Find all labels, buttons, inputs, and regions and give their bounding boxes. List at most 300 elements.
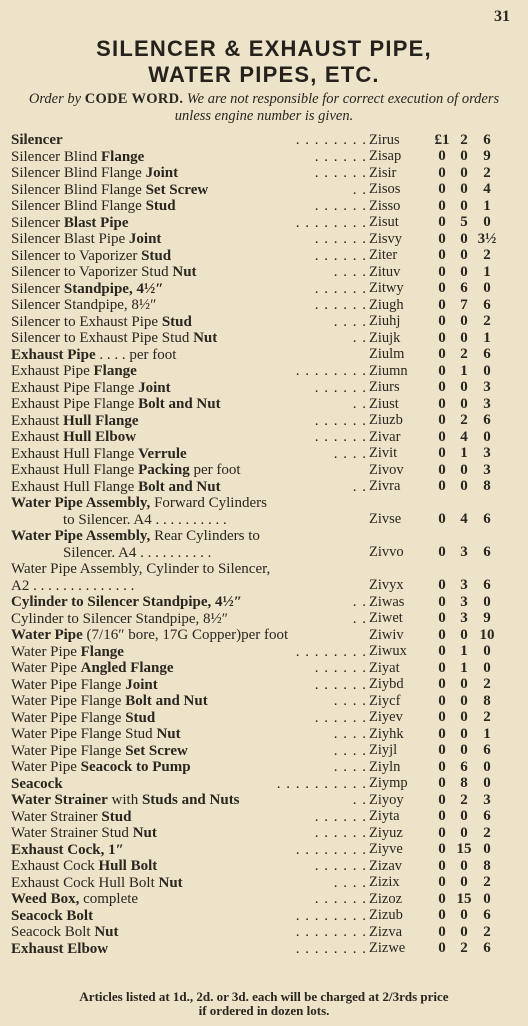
item-description-part: Hull Bolt: [98, 858, 158, 874]
item-description: [11, 908, 367, 925]
item-description-part: Water Pipe: [11, 627, 83, 643]
dot-leader: . . . .: [333, 264, 367, 280]
price-pounds: 0: [438, 362, 446, 379]
price-pence: 2: [483, 824, 491, 841]
price-shillings: 3: [460, 544, 468, 560]
table-row: [11, 693, 512, 710]
item-description: [11, 611, 367, 628]
price-pounds: £1: [434, 131, 450, 148]
price-pence: 8: [483, 857, 491, 874]
price-pence: 2: [483, 874, 491, 890]
table-row: [11, 330, 512, 347]
item-description: [11, 297, 367, 314]
item-description-part: Exhaust Cock Hull Bolt: [11, 874, 159, 891]
dot-leader: . . . . . .: [314, 247, 367, 264]
item-description-part: Silencer to Exhaust Pipe: [11, 313, 162, 330]
code-word: Ziyat: [369, 659, 400, 676]
item-description-part: Stud: [101, 808, 132, 825]
item-description-part: Cylinder to Silencer Standpipe, 8½″: [11, 610, 229, 627]
dot-leader: . . . . . .: [314, 165, 367, 181]
price-pence: 0: [483, 643, 491, 659]
code-word: Ziuhj: [369, 313, 401, 329]
price-pence: 6: [483, 742, 491, 758]
price-shillings: 2: [460, 346, 468, 362]
table-row: [11, 908, 512, 925]
table-row: [11, 594, 512, 611]
price-shillings: 0: [460, 461, 468, 478]
item-description-part: Water Pipe: [11, 643, 81, 660]
code-word: Ziwux: [369, 643, 407, 659]
code-word: Ziymp: [369, 775, 408, 791]
dot-leader: . . . . . .: [314, 709, 367, 726]
dot-leader: . . . . . . . .: [295, 132, 367, 148]
item-description-part: Bolt and Nut: [125, 693, 208, 709]
dot-leader: . . . .: [333, 693, 367, 709]
item-description-part: Stud: [125, 709, 156, 726]
code-word: Zizwe: [369, 940, 406, 956]
dot-leader: . . . . . .: [314, 825, 367, 841]
price-shillings: 0: [460, 181, 468, 197]
price-pounds: 0: [438, 263, 446, 280]
item-description-part: Seacock Bolt: [11, 907, 94, 924]
item-description: [11, 561, 367, 594]
item-description: [11, 281, 367, 298]
order-note-code-word: CODE WORD.: [84, 91, 184, 107]
code-word: Ziwas: [369, 593, 405, 610]
item-description-part: complete: [79, 891, 139, 907]
price-shillings: 0: [460, 709, 468, 725]
item-description: [11, 347, 367, 364]
price-pounds: 0: [438, 907, 446, 923]
item-description-part: Silencer Blind: [11, 148, 101, 165]
price-shillings: 0: [460, 692, 468, 709]
table-row: [11, 842, 512, 859]
price-shillings: 2: [460, 791, 468, 808]
item-description-part: Silencer Blind Flange: [11, 165, 146, 181]
dot-leader: . . . .: [333, 742, 367, 759]
item-description-part: Silencer Blind Flange: [11, 198, 146, 214]
table-row: [11, 611, 512, 628]
price-pence: 2: [483, 676, 491, 692]
item-description-part: Flange: [80, 643, 124, 660]
order-note-before: Order by: [28, 91, 85, 107]
table-row: [11, 198, 512, 215]
dot-leader: . .: [352, 594, 367, 610]
price-pence: 6: [483, 296, 491, 313]
price-shillings: 0: [460, 313, 468, 329]
code-word: Ziyhk: [369, 725, 404, 742]
item-description: [11, 726, 367, 743]
price-pence: 6: [483, 577, 491, 593]
price-pounds: 0: [438, 758, 446, 775]
code-word: Zivov: [369, 461, 404, 478]
table-row: [11, 281, 512, 298]
dot-leader: . . . . . .: [314, 808, 367, 825]
item-description-part: Seacock: [11, 775, 63, 792]
code-word: Ziter: [369, 247, 398, 263]
code-word: Zivra: [369, 478, 401, 494]
price-pence: 2: [483, 923, 491, 940]
dot-leader: . .: [352, 396, 367, 412]
item-description-part: Silencer to Exhaust Pipe Stud: [11, 330, 194, 346]
price-shillings: 5: [460, 214, 468, 230]
price-shillings: 0: [460, 725, 468, 742]
table-row: [11, 347, 512, 364]
dot-leader: . . . . . .: [314, 412, 367, 429]
item-description-part: Silencer: [11, 214, 64, 231]
price-shillings: 2: [460, 940, 468, 956]
price-pence: 2: [483, 709, 491, 725]
table-row: [11, 792, 512, 809]
code-word: Zizix: [369, 874, 400, 890]
price-pounds: 0: [438, 676, 446, 692]
item-description-part: Stud: [161, 313, 192, 330]
item-description-part: Silencer Standpipe, 8½″: [11, 297, 157, 313]
price-pence: 6: [483, 511, 491, 527]
code-word: Ziugh: [369, 296, 404, 313]
item-description-part: Set Screw: [125, 742, 188, 759]
item-description-part: Blast Pipe: [63, 214, 129, 231]
code-word: Ziyjl: [369, 742, 398, 758]
table-row: [11, 759, 512, 776]
price-shillings: 0: [460, 247, 468, 263]
dot-leader: . . . . . .: [314, 148, 367, 165]
dot-leader: . . . . . .: [314, 297, 367, 313]
item-description-part: Seacock Bolt: [11, 924, 95, 940]
table-row: [11, 776, 512, 793]
item-description-part: Exhaust Hull Flange: [11, 445, 139, 462]
item-description-part: Joint: [145, 165, 179, 181]
item-description-continuation: to Silencer. A4 . . . . . . . . . .: [63, 511, 227, 528]
price-pence: 6: [483, 907, 491, 923]
price-pounds: 0: [438, 626, 446, 643]
code-word: Ziust: [369, 395, 399, 412]
price-shillings: 2: [460, 131, 468, 148]
item-description: [11, 710, 367, 727]
item-description-part: Water Pipe: [11, 660, 81, 676]
item-description-part: Water Strainer: [11, 792, 108, 808]
table-row: [11, 446, 512, 463]
price-pence: 2: [483, 313, 491, 329]
table-row: [11, 726, 512, 743]
item-description-part: Angled Flange: [80, 660, 174, 676]
price-pounds: 0: [438, 923, 446, 940]
price-pounds: 0: [438, 610, 446, 626]
price-pounds: 0: [438, 857, 446, 874]
price-pounds: 0: [438, 874, 446, 890]
price-pounds: 0: [438, 197, 446, 214]
table-row: [11, 314, 512, 331]
price-shillings: 0: [460, 379, 468, 395]
price-pounds: 0: [438, 181, 446, 197]
price-shillings: 0: [460, 742, 468, 758]
item-description-part: with: [107, 792, 142, 808]
item-description: [11, 479, 367, 496]
price-shillings: 0: [460, 676, 468, 692]
price-pence: 1: [483, 329, 491, 346]
code-word: Zivyx: [369, 577, 404, 593]
item-description-part: Nut: [193, 330, 218, 346]
price-pence: 3½: [477, 230, 497, 247]
price-pounds: 0: [438, 593, 446, 610]
item-description-part: Silencer Blast Pipe: [11, 231, 129, 247]
item-description-part: Exhaust Hull Flange: [11, 462, 139, 478]
price-pence: 10: [479, 626, 495, 643]
code-word: Zivit: [369, 445, 398, 461]
price-pence: 0: [483, 362, 491, 379]
table-row: [11, 644, 512, 661]
price-pence: 6: [483, 940, 491, 956]
price-shillings: 0: [460, 164, 468, 181]
price-pence: 3: [483, 461, 491, 478]
dot-leader: . . . . . . . .: [295, 907, 367, 924]
price-pounds: 0: [438, 346, 446, 362]
item-description-part: Water Pipe Assembly,: [11, 495, 151, 511]
code-word: Ziyta: [369, 808, 400, 824]
price-pounds: 0: [438, 214, 446, 230]
price-pence: 0: [483, 593, 491, 610]
table-row: [11, 380, 512, 397]
item-description-part: Water Pipe Flange: [11, 676, 126, 693]
price-shillings: 1: [460, 659, 468, 676]
dot-leader: . . . .: [333, 726, 367, 742]
code-word: Ziumn: [369, 362, 408, 379]
price-shillings: 0: [460, 263, 468, 280]
table-row: [11, 710, 512, 727]
price-pence: 0: [483, 775, 491, 791]
price-pounds: 0: [438, 247, 446, 263]
code-word: Ziyve: [369, 841, 403, 857]
item-description: [11, 660, 367, 677]
item-description: [11, 528, 367, 561]
item-description-part: Rear Cylinders to: [150, 528, 260, 544]
parts-price-list: [11, 132, 512, 957]
code-word: Zituv: [369, 263, 401, 280]
item-description-part: Flange: [93, 363, 137, 379]
item-description: [11, 759, 367, 776]
item-description: [11, 215, 367, 232]
price-shillings: 15: [456, 890, 472, 907]
item-description-part: Exhaust Hull Flange: [11, 478, 139, 495]
price-shillings: 0: [460, 395, 468, 412]
price-shillings: 6: [460, 758, 468, 775]
price-pence: 0: [483, 214, 491, 230]
dot-leader: . . . .: [333, 759, 367, 775]
item-description-part: Nut: [132, 825, 157, 841]
code-word: Ziyuz: [369, 824, 403, 841]
price-pence: 9: [483, 148, 491, 164]
item-description: [11, 149, 367, 166]
table-row: [11, 165, 512, 182]
item-description-part: Exhaust: [11, 429, 64, 445]
item-description-part: Hull Flange: [63, 412, 139, 429]
price-pence: 6: [483, 412, 491, 428]
price-shillings: 6: [460, 280, 468, 296]
dot-leader: . . . . . .: [314, 676, 367, 693]
dot-leader: . . . . . . . . . .: [276, 775, 367, 792]
table-row: [11, 413, 512, 430]
item-description-part: Stud: [141, 247, 172, 264]
item-description-part: Water Pipe: [11, 759, 81, 775]
price-pounds: 0: [438, 148, 446, 164]
item-description-part: Silencer: [11, 132, 63, 148]
price-pence: 3: [483, 445, 491, 461]
code-word: Ziwiv: [369, 626, 404, 643]
item-description: [11, 693, 367, 710]
price-pounds: 0: [438, 313, 446, 329]
item-description: [11, 842, 367, 859]
table-row: [11, 215, 512, 232]
price-pence: 0: [483, 428, 491, 445]
price-pence: 0: [483, 758, 491, 775]
dot-leader: . .: [352, 792, 367, 808]
item-description-part: Water Strainer: [11, 808, 102, 825]
price-shillings: 3: [460, 610, 468, 626]
item-description: [11, 429, 367, 446]
price-shillings: 4: [460, 511, 468, 527]
item-description-part: . . . . per foot: [95, 346, 177, 363]
item-description-continuation: A2 . . . . . . . . . . . . . .: [11, 577, 135, 594]
price-pounds: 0: [438, 709, 446, 725]
table-row: [11, 924, 512, 941]
price-pence: 0: [483, 280, 491, 296]
item-description-part: Nut: [94, 924, 119, 940]
price-pounds: 0: [438, 841, 446, 857]
dot-leader: . . . . . . . .: [295, 363, 367, 379]
item-description-part: Verrule: [138, 445, 187, 462]
price-pence: 3: [483, 395, 491, 412]
price-shillings: 0: [460, 230, 468, 247]
price-pounds: 0: [438, 164, 446, 181]
dot-leader: . . . . . . . .: [295, 841, 367, 858]
item-description: [11, 413, 367, 430]
code-word: Zivvo: [369, 544, 404, 560]
item-description-part: Stud: [145, 198, 176, 214]
table-row: [11, 363, 512, 380]
dot-leader: . . . . . .: [314, 891, 367, 907]
item-description: [11, 198, 367, 215]
price-pounds: 0: [438, 791, 446, 808]
price-shillings: 0: [460, 148, 468, 164]
dot-leader: . . . .: [333, 874, 367, 891]
item-description-part: Set Screw: [145, 181, 209, 198]
price-pence: 6: [483, 808, 491, 824]
table-row: [11, 248, 512, 265]
item-description: [11, 825, 367, 842]
price-pence: 1: [483, 263, 491, 280]
code-word: Zizva: [369, 923, 403, 940]
item-description-part: (7/16″ bore, 17G Copper)per foot: [82, 627, 289, 643]
item-description-part: Nut: [172, 264, 197, 280]
code-word: Ziyln: [369, 758, 401, 775]
item-description-part: Joint: [128, 231, 162, 247]
price-pence: 4: [483, 181, 491, 197]
dot-leader: . . . . . .: [314, 660, 367, 676]
table-row: [11, 462, 512, 479]
item-description: [11, 231, 367, 248]
price-pence: 8: [483, 478, 491, 494]
item-description-part: Exhaust Pipe: [11, 363, 94, 379]
code-word: Ziycf: [369, 692, 401, 709]
price-pounds: 0: [438, 544, 446, 560]
item-description: [11, 891, 367, 908]
item-description-part: Forward Cylinders: [150, 495, 267, 511]
price-pence: 2: [483, 247, 491, 263]
price-shillings: 0: [460, 478, 468, 494]
price-pence: 1: [483, 725, 491, 742]
price-pounds: 0: [438, 725, 446, 742]
price-shillings: 1: [460, 445, 468, 461]
code-word: Ziujk: [369, 329, 401, 346]
dot-leader: . . . . . . . .: [295, 214, 367, 231]
price-pounds: 0: [438, 643, 446, 659]
price-pence: 6: [483, 346, 491, 362]
price-pounds: 0: [438, 577, 446, 593]
item-description-part: Water Pipe Flange: [11, 742, 126, 759]
item-description: [11, 314, 367, 331]
table-row: [11, 132, 512, 149]
price-pounds: 0: [438, 280, 446, 296]
price-pounds: 0: [438, 296, 446, 313]
table-row: [11, 891, 512, 908]
item-description-part: Silencer to Vaporizer: [11, 247, 142, 264]
dot-leader: . .: [352, 478, 367, 495]
dot-leader: . . . . . . . .: [295, 940, 367, 957]
code-word: Ziulm: [369, 346, 405, 362]
price-shillings: 1: [460, 643, 468, 659]
item-description: [11, 330, 367, 347]
price-shillings: 0: [460, 857, 468, 874]
price-shillings: 1: [460, 362, 468, 379]
price-pence: 6: [483, 544, 491, 560]
price-shillings: 4: [460, 428, 468, 445]
code-word: Ziuzb: [369, 412, 403, 428]
price-pounds: 0: [438, 659, 446, 676]
price-shillings: 0: [460, 907, 468, 923]
item-description-part: Water Pipe Assembly,: [11, 528, 151, 544]
page-title-line-1: SILENCER & EXHAUST PIPE,: [96, 36, 432, 61]
code-word: Zizub: [369, 907, 403, 923]
item-description: [11, 363, 367, 380]
dot-leader: . . . . . .: [314, 429, 367, 445]
order-note-after: We are not responsible for correct execution of orders unless engine number is given.: [174, 91, 500, 124]
price-pence: 0: [483, 841, 491, 857]
item-description: [11, 809, 367, 826]
item-description-part: Exhaust Pipe Flange: [11, 396, 139, 412]
item-description-continuation: Silencer. A4 . . . . . . . . . .: [63, 544, 212, 561]
footer-line-2: if ordered in dozen lots.: [198, 1003, 330, 1018]
price-pence: 0: [483, 890, 491, 907]
price-shillings: 0: [460, 808, 468, 824]
item-description-part: Exhaust: [11, 412, 64, 429]
price-pounds: 0: [438, 940, 446, 956]
price-pounds: 0: [438, 461, 446, 478]
price-pounds: 0: [438, 379, 446, 395]
item-description: [11, 924, 367, 941]
item-description-part: Silencer Blind Flange: [11, 181, 146, 198]
item-description-part: Cylinder to Silencer Standpipe, 4½″: [11, 594, 243, 610]
item-description: [11, 248, 367, 265]
price-shillings: 0: [460, 626, 468, 643]
code-word: Zisap: [369, 148, 402, 164]
item-description: [11, 396, 367, 413]
dot-leader: . . . . . .: [314, 280, 367, 297]
price-pence: 2: [483, 164, 491, 181]
table-row: [11, 858, 512, 875]
item-description-part: Packing: [138, 462, 190, 478]
price-pounds: 0: [438, 478, 446, 494]
price-pounds: 0: [438, 824, 446, 841]
